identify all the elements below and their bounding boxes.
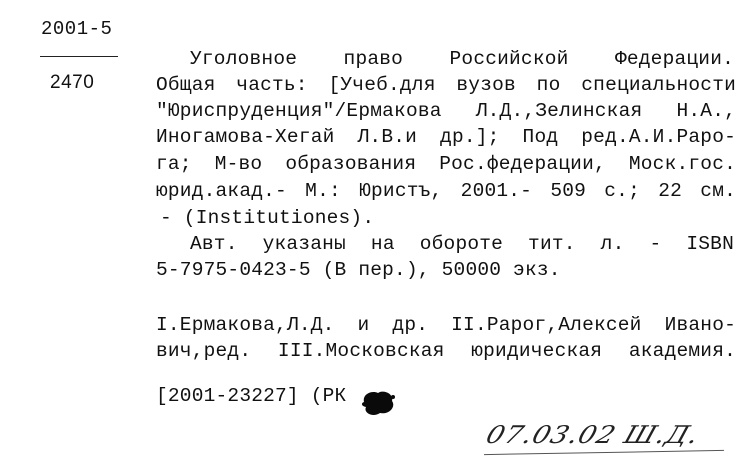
handwritten-date: 07.03.02 Ш.Д.: [482, 421, 704, 450]
handwriting-underline: [484, 450, 724, 455]
title-line-2: Общая часть: [Учеб.для вузов по специальности: [156, 74, 736, 96]
ink-blot: [358, 388, 398, 418]
title-line-5: га; М-во образования Рос.федерации, Моск.гос.: [156, 153, 736, 175]
title-line-4: Иногамова-Хегай Л.В.и др.]; Под ред.А.И.Раро-: [156, 126, 736, 148]
divider-line: [40, 56, 118, 57]
title-line-3: "Юриспруденция"/Ермакова Л.Д.,Зелинская Н.А.,: [156, 100, 736, 122]
index-line-1: I.Ермакова,Л.Д. и др. II.Рарог,Алексей Ивано-: [156, 314, 736, 336]
note-line-1: Авт. указаны на обороте тит. л. - ISBN: [190, 233, 734, 255]
title-line-1: Уголовное право Российской Федерации.: [190, 48, 734, 70]
year-code: 2001-5: [41, 18, 113, 40]
call-number: 2470: [50, 72, 95, 93]
title-line-6: юрид.акад.- М.: Юристъ, 2001.- 509 с.; 22 см.: [156, 180, 736, 202]
record-number: [2001-23227] (РК: [156, 385, 347, 407]
index-line-2: вич,ред. III.Московская юридическая академия.: [156, 340, 736, 362]
note-line-2: 5-7975-0423-5 (В пер.), 50000 экз.: [156, 259, 561, 281]
series-line: - (Institutiones).: [160, 207, 375, 229]
